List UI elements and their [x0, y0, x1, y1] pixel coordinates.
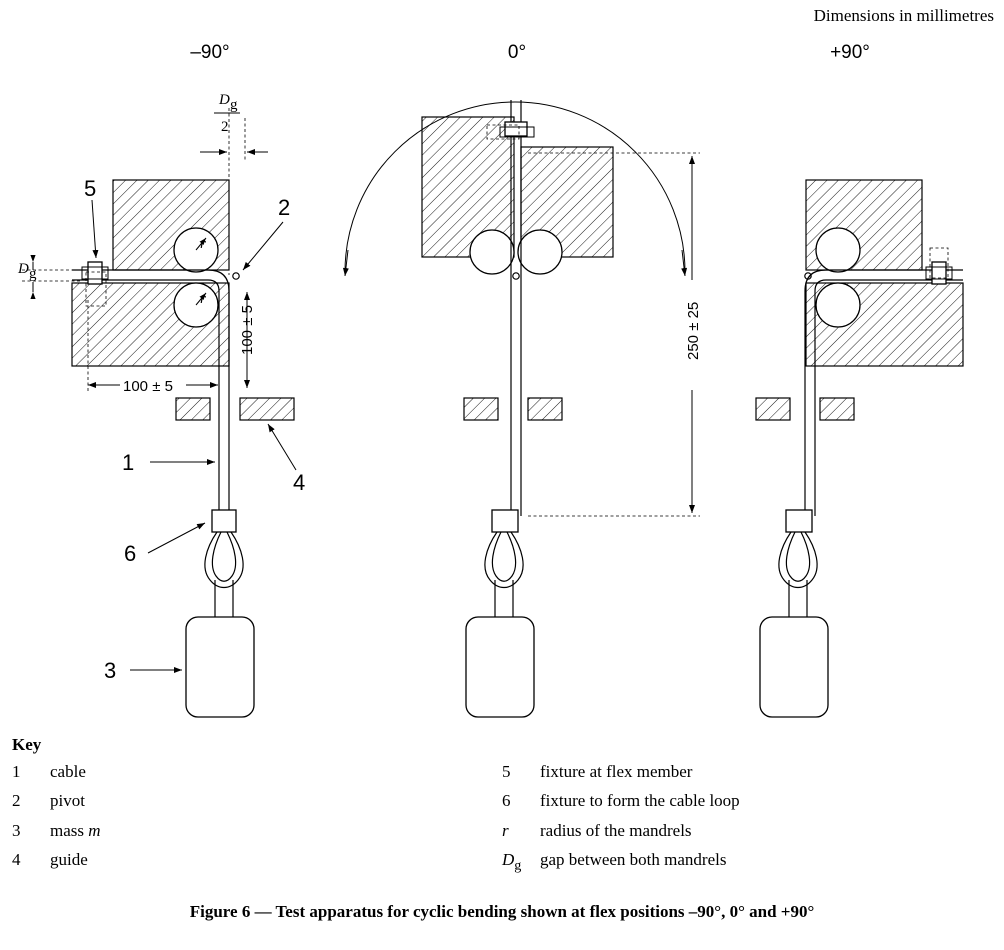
lower-mandrel-circle-p3 — [816, 283, 860, 327]
key-item-symbol-dg: $D_g$ — [502, 849, 522, 874]
fixture-flex-member-p1 — [88, 262, 102, 284]
key-item — [12, 820, 502, 841]
loop-fixture-p2 — [492, 510, 518, 532]
key-item-number: 2 — [12, 791, 21, 811]
mass-block-p1 — [186, 617, 254, 717]
pivot-marker-p2 — [513, 273, 519, 279]
key-item-number: 1 — [12, 762, 21, 781]
callout-label-5-p1: 5 — [84, 176, 97, 201]
key-item — [12, 761, 502, 782]
dim-drop-label-p2: 250 ± 25 — [685, 301, 702, 360]
callout-label-1-p1: 1 — [122, 450, 135, 475]
radius-label-upper-p1: r — [200, 236, 206, 252]
callout-label-4-p1: 4 — [293, 470, 306, 495]
cable-loop-outer-p2 — [485, 532, 523, 588]
key-item-label: gap between both mandrels — [540, 849, 727, 869]
guide-right-p2 — [528, 398, 562, 420]
key-column-left — [12, 761, 502, 883]
key-item — [502, 849, 992, 875]
key-item-label: cable — [50, 762, 86, 781]
key-column-right — [502, 761, 992, 883]
key-item — [502, 820, 992, 841]
radius-label-lower-p1: r — [200, 291, 206, 307]
key-title: Key — [12, 735, 42, 754]
callout-arrow-5-p1 — [92, 200, 96, 258]
callout-label-3-p1: 3 — [104, 658, 117, 683]
figure-caption: Figure 6 — Test apparatus for cyclic bending shown at flex positions –90°, 0° and +90° — [189, 902, 815, 921]
key-item-number: 5 — [502, 762, 511, 781]
gap-symbol-sub-p1: g — [230, 97, 238, 113]
upper-mandrel-circle-p3 — [816, 228, 860, 272]
pivot-marker-p1 — [233, 273, 239, 279]
gap-denominator-p1: 2 — [221, 119, 229, 135]
panel-plus90 — [756, 180, 963, 717]
fixture-flex-member-p3 — [932, 262, 946, 284]
gap-symbol-left-sub-p1: g — [29, 266, 37, 282]
key-item-label: radius of the mandrels — [540, 820, 692, 840]
left-mandrel-circle-p2 — [470, 230, 514, 274]
panel-label-zero: 0° — [507, 42, 527, 63]
cable-loop-outer-p3 — [779, 532, 817, 588]
key-item-label: fixture at flex member — [540, 762, 693, 781]
callout-label-2-p1: 2 — [278, 195, 291, 220]
key-item-label: fixture to form the cable loop — [540, 791, 740, 811]
cable-loop-inner-p2 — [492, 532, 515, 581]
cable-loop-outer-p1 — [205, 532, 243, 588]
callout-label-6-p1: 6 — [124, 541, 137, 566]
dim-vertical-label-p1: 100 ± 5 — [239, 305, 256, 355]
key-item-symbol-r: r — [502, 820, 509, 840]
key-item — [12, 849, 502, 870]
key-block — [12, 735, 992, 883]
fixture-flex-member-p2 — [505, 122, 527, 136]
guide-left-p1 — [176, 398, 210, 420]
dim-horizontal-label-p1: 100 ± 5 — [123, 378, 173, 395]
cable-loop-inner-p3 — [786, 532, 809, 581]
gap-symbol-p1: D — [219, 92, 230, 108]
loop-fixture-p1 — [212, 510, 236, 532]
loop-fixture-p3 — [786, 510, 812, 532]
guide-right-p3 — [820, 398, 854, 420]
right-mandrel-circle-p2 — [518, 230, 562, 274]
guide-left-p2 — [464, 398, 498, 420]
panel-label-plus90: +90° — [830, 42, 870, 63]
gap-symbol-left-p1: D — [18, 261, 29, 277]
key-item-label: pivot — [50, 791, 85, 811]
panel-zero — [345, 100, 702, 717]
key-item — [12, 790, 502, 811]
key-item — [502, 790, 992, 811]
key-item-label-mass: mass m — [50, 820, 101, 840]
key-item-number: 4 — [12, 849, 21, 869]
panel-minus90 — [17, 92, 305, 717]
mass-block-p3 — [760, 617, 828, 717]
guide-right-p1 — [240, 398, 294, 420]
callout-arrow-2-p1 — [243, 222, 283, 270]
key-item-label: guide — [50, 849, 88, 869]
callout-arrow-4-p1 — [268, 424, 296, 470]
mass-block-p2 — [466, 617, 534, 717]
key-item-number: 3 — [12, 820, 21, 840]
key-item — [502, 761, 992, 782]
callout-arrow-6-p1 — [148, 523, 205, 553]
dimensions-note: Dimensions in millimetres — [813, 6, 994, 25]
cable-loop-inner-p1 — [212, 532, 235, 581]
guide-left-p3 — [756, 398, 790, 420]
key-item-number: 6 — [502, 791, 511, 811]
panel-label-minus90: –90° — [190, 42, 230, 63]
